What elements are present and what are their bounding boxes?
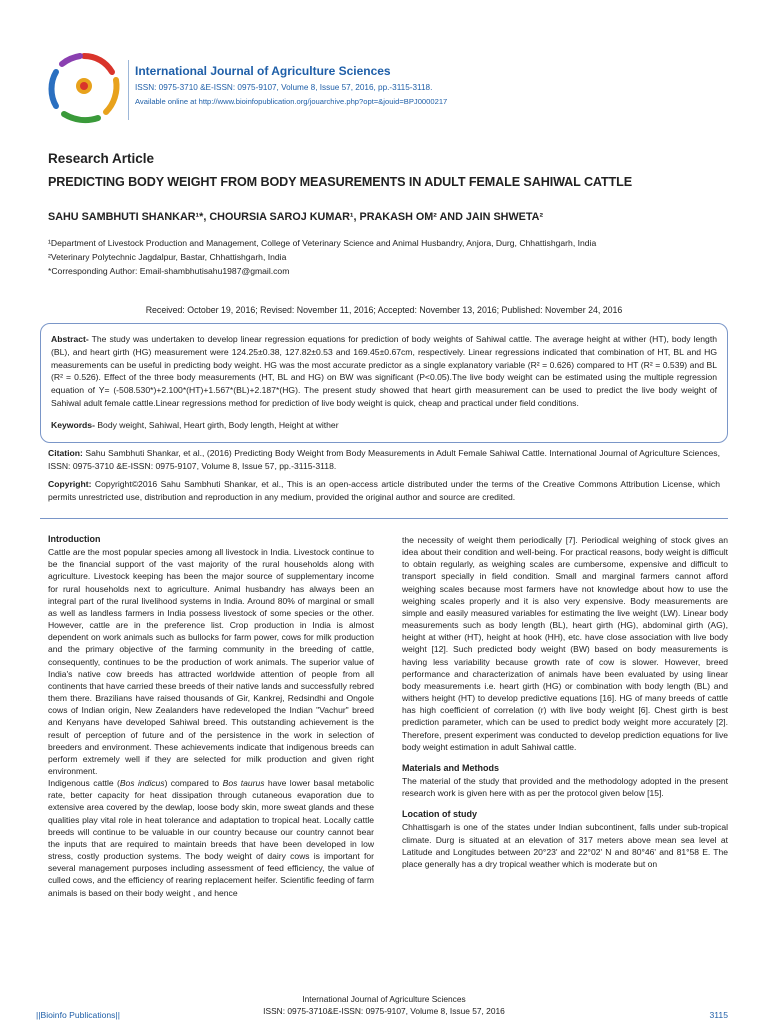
- species-name: Bos taurus: [222, 778, 265, 789]
- introduction-continued: the necessity of weight them periodically [7]. Periodical weighing of stock gives an idea about their condition and well-being. For practical reasons, body weight is difficult to obtain regularly, as weighing scales are cumbersome, expensive and difficult to transport specially in field condition. Small and marginal farmers cannot afford weighing scales because most farmers have not knowledge about how to use the weighing scales properly and it is also very expensive. Body measurements are simple and easily measured variables for estimating the live weight (LW). Linear body measurements such as body length (BL), heart girth (HG), abdominal girth (AG), height at wither (HT), height at hook (HH), etc. have close association with live body weight [12]. Such predicted body weight (BW) based on body measurements is having less variability because growth rate of cow is slower. However, breed performance and characterization of animals have been evaluated by using linear body measurements i.e. heart girth (HG) or combination with body length (BL) and withers height (HT) to develop predictive equations [16]. HG of many breeds of cattle has high coefficient of correlation (r) with live body weight [6]. Chest girth is best prediction parameter, which can be used to predict body weight more accurately [2]. Therefore, present experiment was conducted to develop prediction equations for live body weight estimation in adult Sahiwal cattle.: [402, 535, 728, 752]
- footer-publisher: ||Bioinfo Publications||: [36, 1010, 120, 1020]
- species-name: Bos indicus: [119, 778, 165, 789]
- abstract: [51, 333, 717, 410]
- location-heading: Location of study: [402, 809, 477, 820]
- journal-logo: [44, 48, 124, 124]
- materials-methods-paragraph: The material of the study that provided and the methodology adopted in the present research work is given here with as per the protocol given below [15].: [402, 775, 728, 799]
- corresponding-author: *Corresponding Author: Email-shambhutisahu1987@gmail.com: [48, 266, 290, 276]
- abstract-box: [40, 323, 728, 443]
- journal-name: International Journal of Agriculture Sciences: [135, 64, 391, 78]
- keywords: [51, 419, 717, 432]
- copyright-label: Copyright:: [48, 479, 92, 489]
- article-type: Research Article: [48, 151, 155, 166]
- publication-dates: Received: October 19, 2016; Revised: November 11, 2016; Accepted: November 13, 2016; Published: November 24, 2016: [145, 305, 623, 315]
- affiliation-1: ¹Department of Livestock Production and Management, College of Veterinary Science and Animal Husbandry, Anjora, Durg, Chhattishgarh, India: [48, 238, 597, 248]
- materials-methods-heading: Materials and Methods: [402, 762, 500, 773]
- text-run: have lower basal metabolic rate, better capacity for heat dissipation through cutaneous evaporation due to extensive area covered by the dewlap, loose body skin, more sweat glands and these qualities play vital role in heat tolerance and adaptation to tropical heat. Locally cattle breeds will continue to be valuable in our country because our country cannot bear the inputs that are required to maintain breeds that have been developed in low stress, costly production systems. The body weight of dairy cows is important for several management purposes including assessment of feed efficiency, the value of culled cows, and the efficiency of rearing replacement heifer. Scientific feeding of farm animals is based on their body weight , and hence: [48, 778, 374, 898]
- section-divider: [40, 518, 728, 519]
- abstract-text: The study was undertaken to develop linear regression equations for prediction of body weights of Sahiwal cattle. The average height at wither (HT), body length (BL), and heart girth (HG) measurement were 124.25±0.38, 127.82±0.53 and 169.45±0.67cm, respectively. Linear regressions indicated that combination of HT, BL and HG measurements can be useful in predicting body weight. HG was the most accurate predictor as a single explanatory variable (R² = 0.626) compared to HT (R² = 0.539) and BL (R² = 0.526). Effect of the three body measurements (HT, BL and HG) on BW was significant (P<0.05).The live body weight can be estimated using the multiple regression equation of Y= (-508.530*)+2.100*(HT)+1.567*(BL)+2.187*(HG). The present study showed that heart girth measurement can be used to predict the live body weight of Sahiwal adult female cattle.Linear regressions method for prediction of live body weight is quick, cheap and practical under field conditions.: [51, 334, 717, 408]
- introduction-paragraph-2: [48, 777, 374, 899]
- footer-journal: International Journal of Agriculture Sciences: [302, 994, 466, 1004]
- introduction-paragraph-1: Cattle are the most popular species among all livestock in India. Livestock continue to be the financial support of the vast majority of the rural households along with agriculture. Livestock keeping has been the major source of supplementary income for rural households next to agriculture. Animal husbandry has always been an integral part of the rural livelihood systems in India. Around 80% of marginal or small as well as landless farmers in India possess livestock of some species or the other. However, cattle are in the preference list. Crop production in India is almost dependent on work animals such as bullocks for farm power, cows for milk production and the primary objective of the farming community in the breeding of cattle, consequently, continues to be the production of work animals. The superior value of India's native cow breeds has attracted worldwide attention of people from all continents that have carried these breeds of their native lands and successfully rebred them there. Brazilians have raised thousands of Gir, Kankrej, Redsindhi and Ongole cows of Indian origin, New Zealanders have redeveloped the Indian "Vachur" breed and Kenyans have developed Sahiwal breed. This outstanding achievement is the result of perception of future and of the persistence in the work in selection of breeders and environment. These achievements indicate that indigenous breeds can perform extremely well if they are selected for milk production and given right environment.: [48, 547, 374, 776]
- footer-issn: ISSN: 0975-3710&E-ISSN: 0975-9107, Volume 8, Issue 57, 2016: [263, 1006, 505, 1016]
- keywords-text: Body weight, Sahiwal, Heart girth, Body length, Height at wither: [94, 419, 339, 430]
- right-column: [402, 534, 728, 870]
- page-number: 3115: [709, 1010, 728, 1020]
- abstract-label: Abstract-: [51, 334, 89, 344]
- author-list: SAHU SAMBHUTI SHANKAR¹*, CHOURSIA SAROJ KUMAR¹, PRAKASH OM² AND JAIN SHWETA²: [48, 211, 544, 223]
- journal-issn: ISSN: 0975-3710 &E-ISSN: 0975-9107, Volume 8, Issue 57, 2016, pp.-3115-3118.: [135, 83, 433, 92]
- copyright: [48, 478, 720, 504]
- introduction-heading: Introduction: [48, 534, 101, 544]
- keywords-label: Keywords-: [51, 419, 95, 430]
- text-run: ) compared to: [164, 778, 223, 789]
- journal-url[interactable]: Available online at http://www.bioinfopublication.org/jouarchive.php?opt=&jouid=BPJ0000217: [135, 97, 448, 106]
- text-run: Indigenous cattle (: [48, 778, 120, 789]
- affiliation-2: ²Veterinary Polytechnic Jagdalpur, Bastar, Chhattishgarh, India: [48, 252, 287, 262]
- left-column: [48, 533, 374, 899]
- header-divider: [128, 60, 129, 120]
- location-paragraph: Chhattisgarh is one of the states under Indian subcontinent, falls under sub-tropical climate. Durg is situated at an elevation of 317 meters above mean sea level at Latitude and Longitudes between 20°23' and 22°02' N and 80°46' and 81°58 E. The place generally has a dry tropical weather which is moderate but on: [402, 822, 728, 869]
- copyright-text: Copyright©2016 Sahu Sambhuti Shankar, et al., This is an open-access article distributed under the terms of the Creative Commons Attribution License, which permits unrestricted use, distribution and reproduction in any medium, provided the original author and source are credited.: [48, 479, 720, 502]
- citation-label: Citation:: [48, 448, 83, 458]
- citation-text: Sahu Sambhuti Shankar, et al., (2016) Predicting Body Weight from Body Measurements in Adult Female Sahiwal Cattle. International Journal of Agriculture Sciences, ISSN: 0975-3710 &E-ISSN: 0975-9107, Volume 8, Issue 57, pp.-3115-3118.: [48, 448, 720, 471]
- paper-title: PREDICTING BODY WEIGHT FROM BODY MEASUREMENTS IN ADULT FEMALE SAHIWAL CATTLE: [48, 175, 633, 189]
- citation: [48, 447, 720, 473]
